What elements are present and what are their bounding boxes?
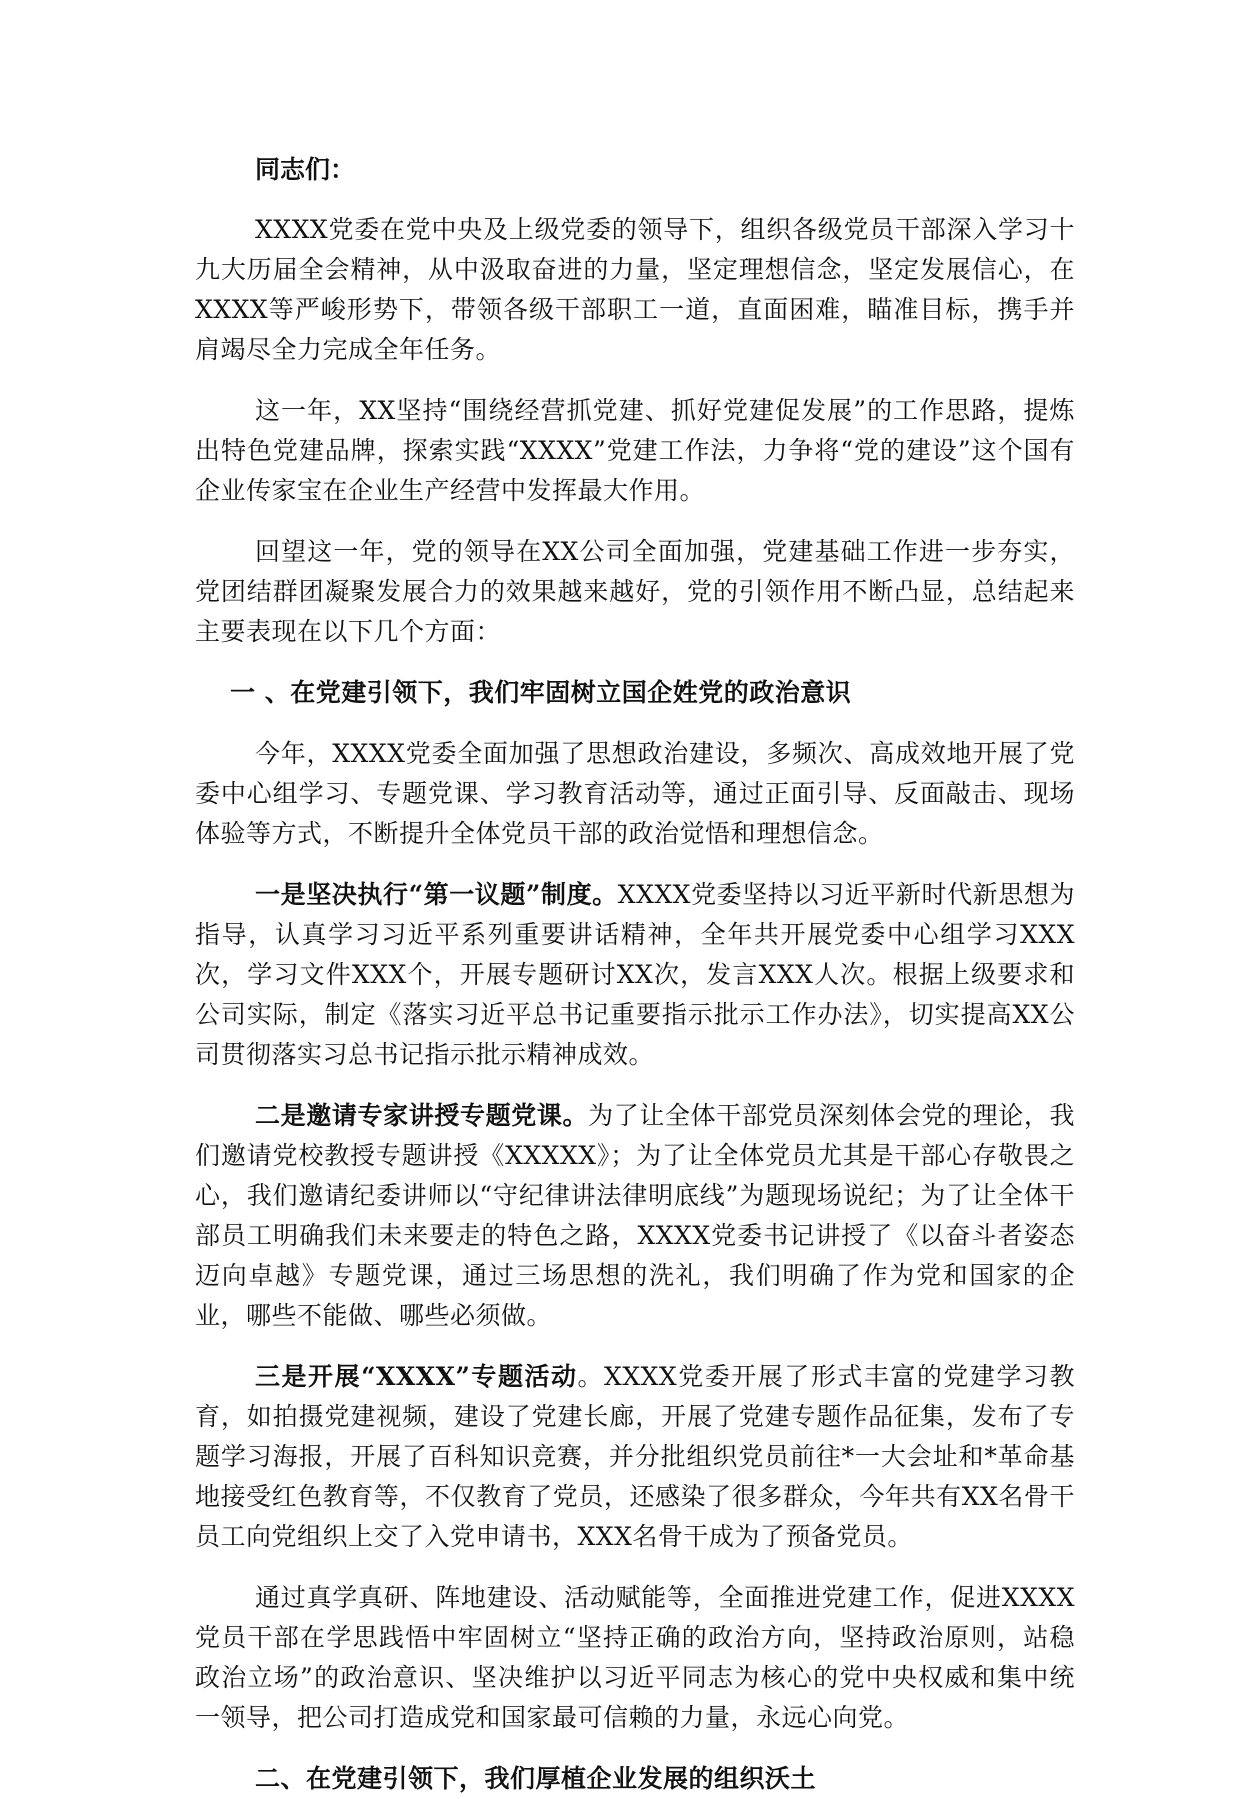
greeting: 同志们： <box>255 155 356 184</box>
point-1-body: XXXX党委坚持以习近平新时代新思想为指导，认真学习习近平系列重要讲话精神，全年共开展党委中心组学习XXX次，学习文件XXX个，开展专题研讨XX次，发言XXX人次。根据上级要求和公司实际，制定《落实习近平总书记重要指示批示工作办法》，切实提高XX公司贯彻落实习总书记指示批示精神成效。 <box>195 880 1075 1069</box>
section-heading-1: 一 、在党建引领下，我们牢固树立国企姓党的政治意识 <box>230 678 852 707</box>
intro-paragraph-3: 回望这一年，党的领导在XX公司全面加强，党建基础工作进一步夯实，党团结群团凝聚发展合力的效果越来越好，党的引领作用不断凸显，总结起来主要表现在以下几个方面： <box>195 537 1075 646</box>
section-heading-2: 二、在党建引领下，我们厚植企业发展的组织沃土 <box>255 1764 817 1793</box>
intro-paragraph-2: 这一年，XX坚持“围绕经营抓党建、抓好党建促发展”的工作思路，提炼出特色党建品牌，探索实践“XXXX”党建工作法，力争将“党的建设”这个国有企业传家宝在企业生产经营中发挥最大作用。 <box>195 396 1075 505</box>
point-1-paragraph <box>195 875 1075 1075</box>
section1-summary-paragraph: 通过真学真研、阵地建设、活动赋能等，全面推进党建工作，促进XXXX党员干部在学思践悟中牢固树立“坚持正确的政治方向，坚持政治原则，站稳政治立场”的政治意识、坚决维护以习近平同志为核心的党中央权威和集中统一领导，把公司打造成党和国家最可信赖的力量，永远心向党。 <box>195 1583 1075 1732</box>
point-3-lead: 三是开展“XXXX”专题活动 <box>255 1362 578 1391</box>
point-3-body: 。XXXX党委开展了形式丰富的党建学习教育，如拍摄党建视频，建设了党建长廊，开展了党建专题作品征集，发布了专题学习海报，开展了百科知识竞赛，并分批组织党员前往*一大会址和*革命基地接受红色教育等，不仅教育了党员，还感染了很多群众，今年共有XX名骨干员工向党组织上交了入党申请书，XXX名骨干成为了预备党员。 <box>195 1362 1075 1551</box>
point-3-paragraph <box>195 1357 1075 1557</box>
document-page <box>195 150 1075 1799</box>
intro-paragraph-1: XXXX党委在党中央及上级党委的领导下，组织各级党员干部深入学习十九大历届全会精神，从中汲取奋进的力量，坚定理想信念，坚定发展信心，在XXXX等严峻形势下，带领各级干部职工一道，直面困难，瞄准目标，携手并肩竭尽全力完成全年任务。 <box>195 215 1075 364</box>
point-2-body: 为了让全体干部党员深刻体会党的理论，我们邀请党校教授专题讲授《XXXXX》；为了让全体党员尤其是干部心存敬畏之心，我们邀请纪委讲师以“守纪律讲法律明底线”为题现场说纪；为了让全体干部员工明确我们未来要走的特色之路，XXXX党委书记讲授了《以奋斗者姿态迈向卓越》专题党课，通过三场思想的洗礼，我们明确了作为党和国家的企业，哪些不能做、哪些必须做。 <box>195 1101 1075 1330</box>
point-1-lead: 一是坚决执行“第一议题”制度。 <box>255 880 618 909</box>
point-2-paragraph <box>195 1096 1075 1336</box>
section1-intro-paragraph: 今年，XXXX党委全面加强了思想政治建设，多频次、高成效地开展了党委中心组学习、专题党课、学习教育活动等，通过正面引导、反面敲击、现场体验等方式，不断提升全体党员干部的政治觉悟和理想信念。 <box>195 739 1075 848</box>
point-2-lead: 二是邀请专家讲授专题党课。 <box>255 1101 589 1130</box>
